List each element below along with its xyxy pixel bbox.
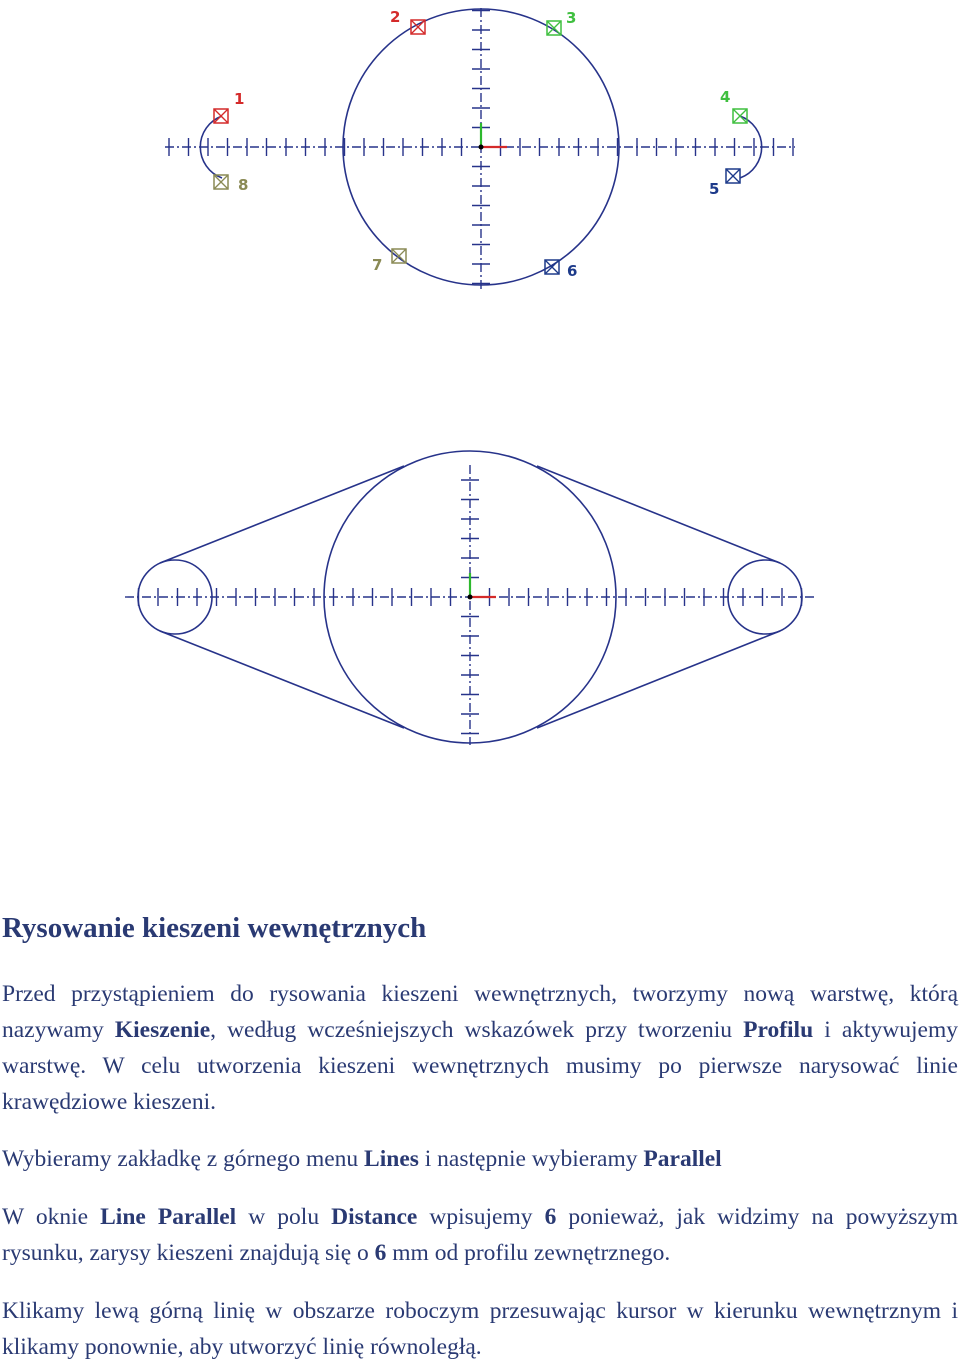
- marker-label: 2: [390, 8, 401, 26]
- profile-term: Profilu: [743, 1017, 814, 1043]
- center-axes: [165, 8, 795, 290]
- tangent-line-lower-right: [537, 631, 780, 728]
- section-title: Rysowanie kieszeni wewnętrznych: [2, 912, 427, 944]
- text: Wybieramy zakładkę z górnego menu: [2, 1146, 365, 1172]
- marker-label: 5: [709, 180, 720, 198]
- profile-drawing-markers: [0, 0, 960, 300]
- paragraph-distance: [2, 1199, 958, 1271]
- marker-label: 3: [566, 9, 577, 27]
- paragraph-menu: [2, 1141, 958, 1177]
- center-axes: [125, 465, 815, 745]
- text: W oknie: [2, 1204, 101, 1230]
- distance-value: 6: [544, 1204, 557, 1230]
- tangent-line-lower-left: [160, 631, 404, 728]
- text: w polu: [236, 1204, 332, 1230]
- marker-6: [545, 260, 577, 280]
- paragraph-click: [2, 1293, 958, 1365]
- text: , według wcześniejszych wskazówek przy tworzeniu: [210, 1017, 744, 1043]
- marker-8: [214, 175, 248, 194]
- marker-label: 7: [372, 256, 383, 274]
- marker-3: [547, 9, 576, 35]
- layer-name: Kieszenie: [114, 1017, 211, 1043]
- menu-parallel: Parallel: [643, 1146, 722, 1172]
- profile-drawing-outline: [0, 440, 960, 760]
- text: wpisujemy: [417, 1204, 545, 1230]
- marker-label: 8: [238, 176, 249, 194]
- field-name: Distance: [331, 1204, 418, 1230]
- menu-lines: Lines: [364, 1146, 419, 1172]
- text: Klikamy lewą górną linię w obszarze roboczym przesuwając kursor w kierunku wewnętrznym i klikamy ponownie, aby utworzyć linię równoległą.: [2, 1298, 958, 1360]
- marker-7: [372, 249, 406, 274]
- text: i następnie wybieramy: [418, 1146, 644, 1172]
- tangent-line-upper-left: [160, 466, 404, 563]
- offset-value: 6: [374, 1240, 387, 1266]
- tangent-line-upper-right: [537, 466, 780, 563]
- text: Przed przystąpieniem do rysowania kieszeni wewnętrznych, tworzymy nową warstwę, którą nazywamy: [2, 981, 958, 1043]
- origin-point: [479, 145, 484, 150]
- window-name: Line Parallel: [100, 1204, 237, 1230]
- marker-5: [709, 169, 740, 198]
- text: i aktywujemy warstwę. W celu utworzenia kieszeni wewnętrznych musimy po pierwsze narysować linie krawędziowe kieszeni.: [2, 1017, 958, 1115]
- text: ponieważ, jak widzimy na powyższym rysunku, zarysy kieszeni znajdują się o: [2, 1204, 958, 1266]
- marker-label: 4: [720, 88, 731, 106]
- marker-1: [214, 90, 244, 123]
- marker-label: 1: [234, 90, 245, 108]
- origin-point: [468, 595, 473, 600]
- text: mm od profilu zewnętrznego.: [386, 1240, 671, 1266]
- paragraph-intro: [2, 976, 958, 1120]
- marker-label: 6: [567, 262, 578, 280]
